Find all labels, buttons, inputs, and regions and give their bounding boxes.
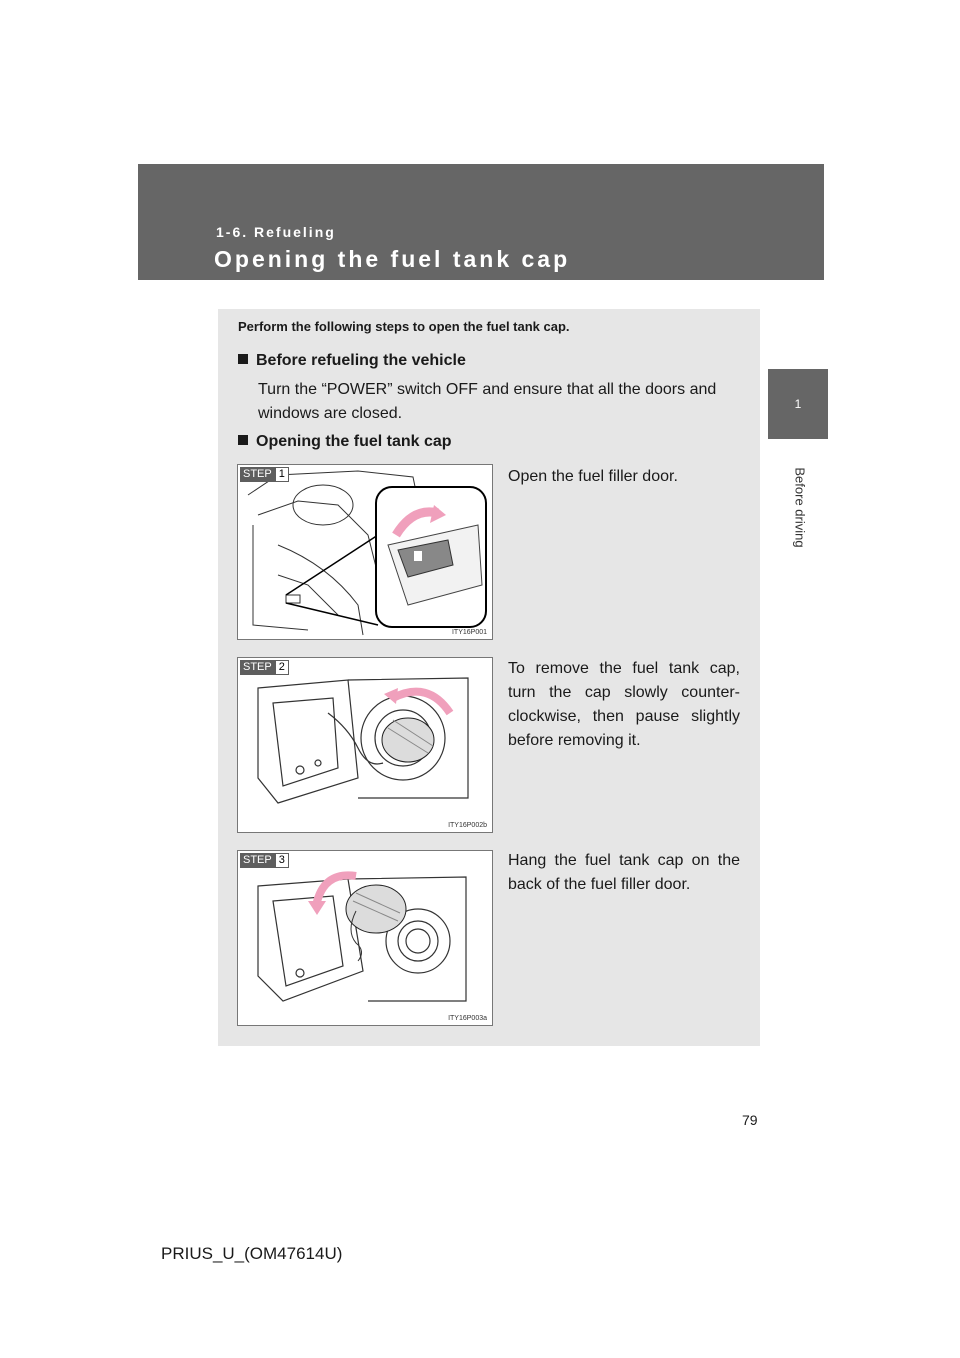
cap-hanging-illustration xyxy=(238,851,493,1026)
square-bullet-icon xyxy=(238,435,248,445)
step-1-badge: STEP 1 xyxy=(240,467,289,482)
chapter-number: 1 xyxy=(794,397,802,411)
step-1-text: Open the fuel filler door. xyxy=(508,468,678,485)
section-body-before-refueling: Turn the “POWER” switch OFF and ensure that all the doors and windows are closed. xyxy=(258,381,717,422)
step-1-figure xyxy=(237,464,493,640)
chapter-tab[interactable] xyxy=(768,369,828,439)
step-3-text: Hang the fuel tank cap on the back of the fuel filler door. xyxy=(508,852,740,893)
filler-door-opener-illustration xyxy=(238,465,493,640)
figure-code: ITY16P002b xyxy=(448,822,487,829)
section-heading-opening-cap: Opening the fuel tank cap xyxy=(238,433,452,451)
step-3-figure xyxy=(237,850,493,1026)
chapter-label: Before driving xyxy=(792,467,808,548)
step-2-badge: STEP 2 xyxy=(240,660,289,675)
page-title: Opening the fuel tank cap xyxy=(214,246,571,272)
figure-code: ITY16P003a xyxy=(448,1015,487,1022)
section-heading-before-refueling: Before refueling the vehicle xyxy=(238,352,466,370)
step-2-text: To remove the fuel tank cap, turn the cap slowly counter-clockwise, then pause slightly before removing it. xyxy=(508,660,740,749)
cap-removal-illustration xyxy=(238,658,493,833)
footer-model-code: PRIUS_U_(OM47614U) xyxy=(161,1244,343,1263)
step-3-badge: STEP 3 xyxy=(240,853,289,868)
square-bullet-icon xyxy=(238,354,248,364)
step-2-figure xyxy=(237,657,493,833)
intro-text: Perform the following steps to open the fuel tank cap. xyxy=(238,319,570,334)
section-label: 1-6. Refueling xyxy=(216,224,336,240)
figure-code: ITY16P001 xyxy=(451,629,487,636)
page-number: 79 xyxy=(742,1112,758,1128)
